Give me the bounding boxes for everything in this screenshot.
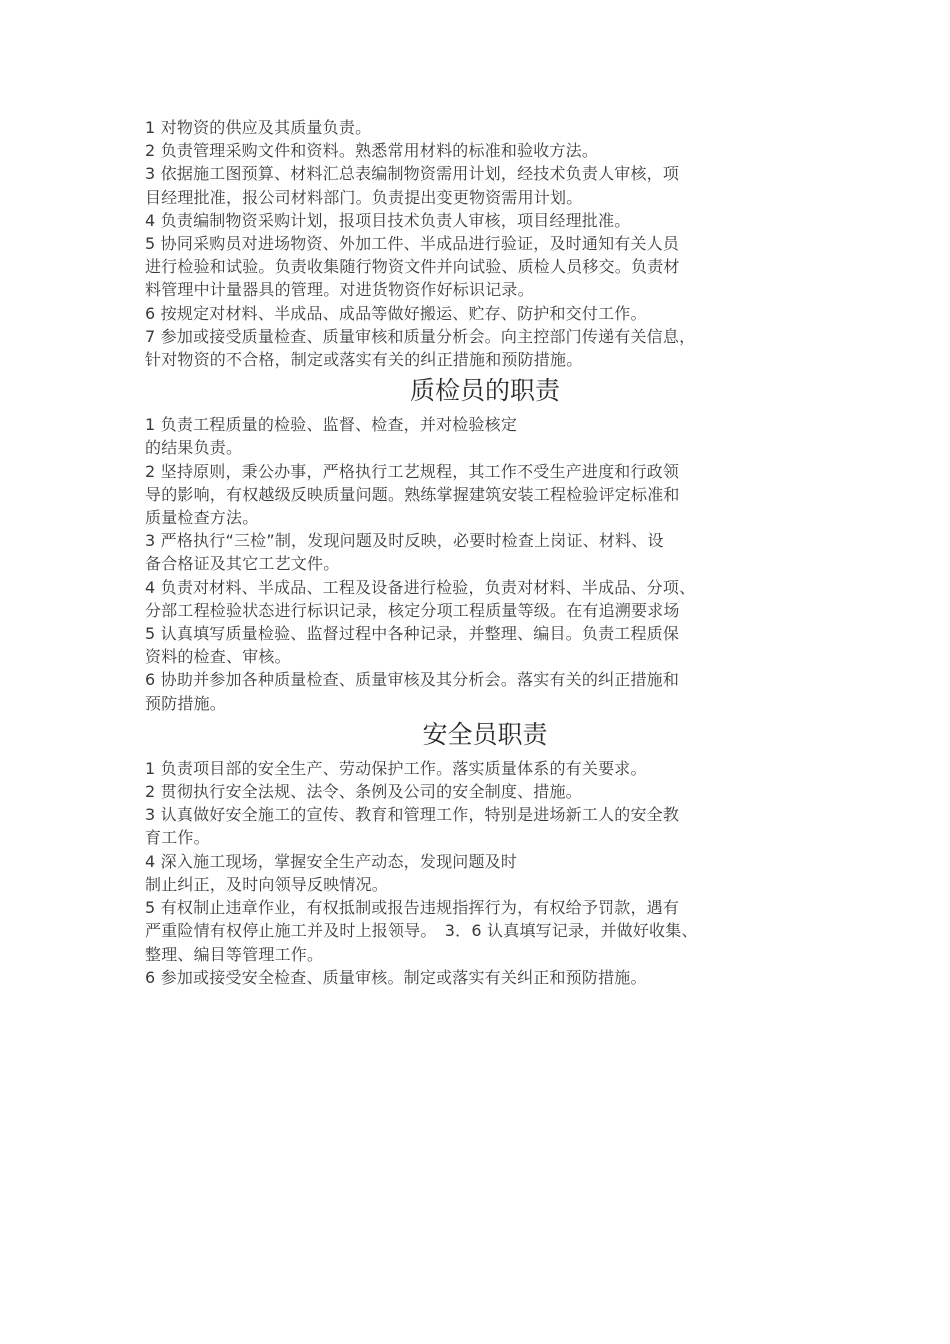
paragraph-line: 制止纠正，及时向领导反映情况。	[145, 874, 389, 894]
paragraph-line: 资料的检查、审核。	[145, 647, 291, 667]
paragraph-line: 导的影响，有权越级反映质量问题。熟练掌握建筑安装工程检验评定标准和	[145, 484, 680, 504]
paragraph-line: 7 参加或接受质量检查、质量审核和质量分析会。向主控部门传递有关信息，	[145, 326, 696, 346]
paragraph-line: 4 负责对材料、半成品、工程及设备进行检验，负责对材料、半成品、分项、	[145, 577, 696, 597]
section-heading: 安全员职责	[422, 719, 548, 749]
paragraph-line: 3 严格执行“三检”制，发现问题及时反映，必要时检查上岗证、材料、设	[145, 531, 664, 551]
paragraph-line: 质量检查方法。	[145, 508, 259, 528]
paragraph-line: 2 坚持原则，秉公办事，严格执行工艺规程，其工作不受生产进度和行政领	[145, 461, 680, 481]
paragraph-line: 料管理中计量器具的管理。对进货物资作好标识记录。	[145, 280, 534, 300]
paragraph-line: 1 负责工程质量的检验、监督、检查，并对检验核定	[145, 415, 518, 435]
section-quality-inspector	[145, 374, 825, 715]
paragraph-line: 2 负责管理采购文件和资料。熟悉常用材料的标准和验收方法。	[145, 141, 599, 161]
paragraph-line: 3 依据施工图预算、材料汇总表编制物资需用计划，经技术负责人审核，项	[145, 164, 680, 184]
paragraph-line: 3 认真做好安全施工的宣传、教育和管理工作，特别是进场新工人的安全教	[145, 805, 680, 825]
section-material-duties	[145, 116, 825, 371]
paragraph-line: 5 协同采购员对进场物资、外加工件、半成品进行验证，及时通知有关人员	[145, 234, 680, 254]
paragraph-line: 备合格证及其它工艺文件。	[145, 554, 340, 574]
paragraph-line: 整理、编目等管理工作。	[145, 944, 324, 964]
paragraph-line: 的结果负责。	[145, 438, 243, 458]
paragraph-line: 分部工程检验状态进行标识记录，核定分项工程质量等级。在有追溯要求场	[145, 600, 680, 620]
paragraph-line: 6 参加或接受安全检查、质量审核。制定或落实有关纠正和预防措施。	[145, 967, 647, 987]
paragraph-line: 2 贯彻执行安全法规、法令、条例及公司的安全制度、措施。	[145, 782, 582, 802]
paragraph-line: 5 认真填写质量检验、监督过程中各种记录，并整理、编目。负责工程质保	[145, 624, 680, 644]
paragraph-line: 进行检验和试验。负责收集随行物资文件并向试验、质检人员移交。负责材	[145, 257, 680, 277]
paragraph-line: 5 有权制止违章作业，有权抵制或报告违规指挥行为，有权给予罚款，遇有	[145, 898, 680, 918]
paragraph-line: 目经理批准，报公司材料部门。负责提出变更物资需用计划。	[145, 187, 583, 207]
section-safety-officer	[145, 718, 825, 989]
document-page	[145, 116, 825, 989]
paragraph-line: 4 深入施工现场，掌握安全生产动态，发现问题及时	[145, 851, 518, 871]
paragraph-line: 1 对物资的供应及其质量负责。	[145, 118, 372, 137]
paragraph-line: 6 协助并参加各种质量检查、质量审核及其分析会。落实有关的纠正措施和	[145, 670, 680, 690]
paragraph-line: 6 按规定对材料、半成品、成品等做好搬运、贮存、防护和交付工作。	[145, 303, 647, 323]
paragraph-line: 针对物资的不合格，制定或落实有关的纠正措施和预防措施。	[145, 350, 583, 370]
paragraph-line: 预防措施。	[145, 693, 227, 713]
paragraph-line: 1 负责项目部的安全生产、劳动保护工作。落实质量体系的有关要求。	[145, 758, 647, 778]
section-heading: 质检员的职责	[409, 376, 560, 406]
paragraph-line: 育工作。	[145, 828, 210, 848]
paragraph-line: 4 负责编制物资采购计划，报项目技术负责人审核，项目经理批准。	[145, 210, 631, 230]
paragraph-line: 严重险情有权停止施工并及时上报领导。 3．6 认真填写记录，并做好收集、	[145, 921, 698, 941]
